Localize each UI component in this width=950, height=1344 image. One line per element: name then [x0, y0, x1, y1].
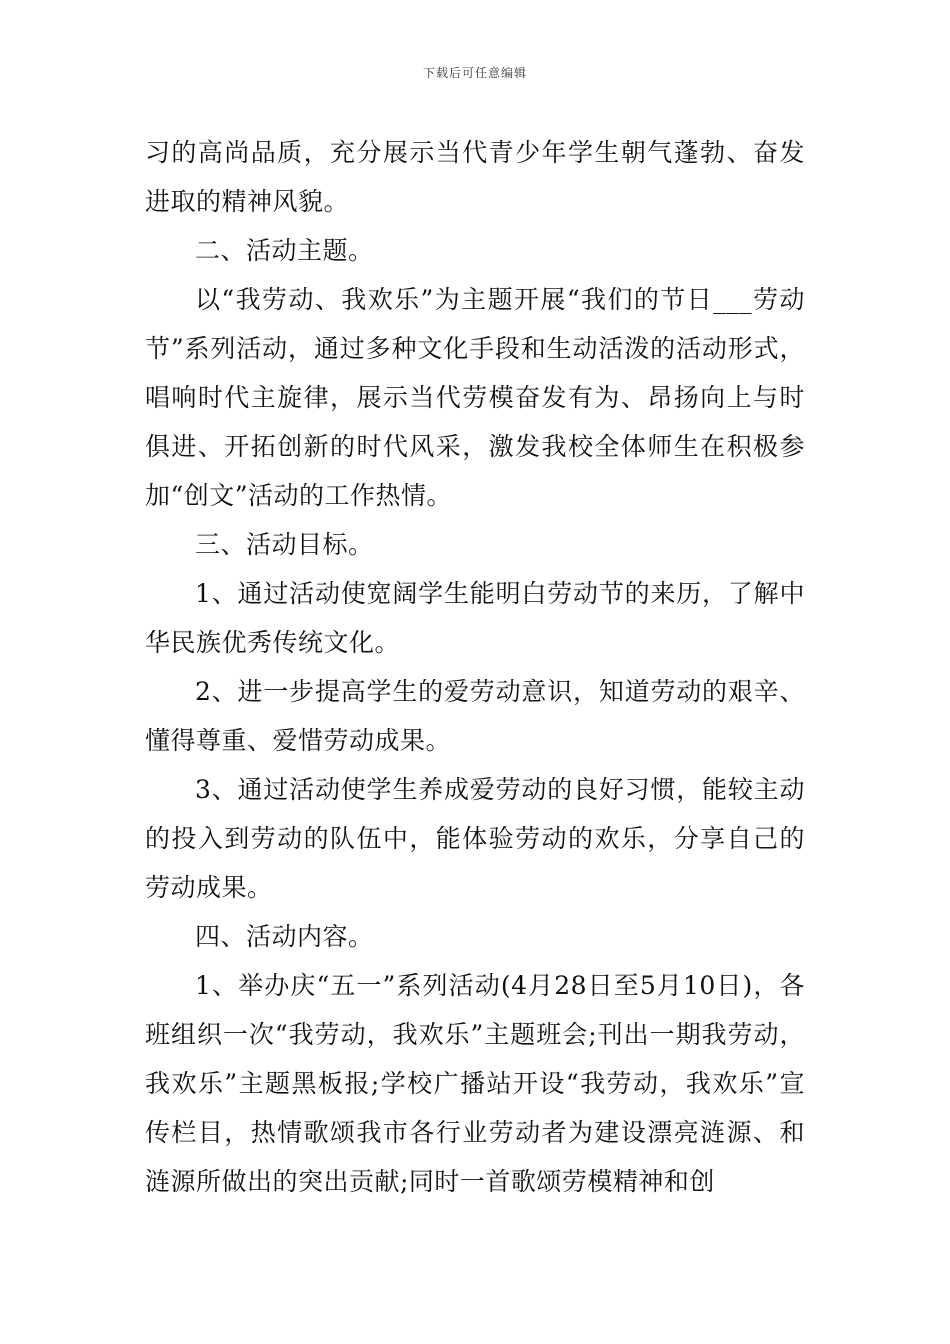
paragraph-continuation: 习的高尚品质，充分展示当代青少年学生朝气蓬勃、奋发进取的精神风貌。: [145, 138, 805, 216]
goal-item-2: 2、进一步提高学生的爱劳动意识，知道劳动的艰辛、懂得尊重、爱惜劳动成果。: [145, 677, 805, 755]
goal-item-1: 1、通过活动使宽阔学生能明白劳动节的来历，了解中华民族优秀传统文化。: [145, 579, 805, 657]
content-item-1: 1、举办庆“五一”系列活动(4月28日至5月10日)，各班组织一次“我劳动，我欢乐”主题班会;刊出一期我劳动，我欢乐”主题黑板报;学校广播站开设“我劳动，我欢乐”宣传栏目，热情歌颂我市各行业劳动者为建设漂亮涟源、和涟源所做出的突出贡献;同时一首歌颂劳模精神和创: [145, 971, 805, 1196]
document-body: [145, 128, 805, 1206]
paragraph-theme: 以“我劳动、我欢乐”为主题开展“我们的节日___劳动节”系列活动，通过多种文化手段和生动活泼的活动形式，唱响时代主旋律，展示当代劳模奋发有为、昂扬向上与时俱进、开拓创新的时代风采，激发我校全体师生在积极参加“创文”活动的工作热情。: [145, 285, 805, 510]
section-heading-theme: 二、活动主题。: [195, 236, 374, 265]
goal-item-3: 3、通过活动使学生养成爱劳动的良好习惯，能较主动的投入到劳动的队伍中，能体验劳动的欢乐，分享自己的劳动成果。: [145, 775, 805, 902]
section-heading-content: 四、活动内容。: [195, 922, 374, 951]
section-heading-goals: 三、活动目标。: [195, 530, 374, 559]
page-header-note: 下载后可任意编辑: [422, 66, 527, 80]
